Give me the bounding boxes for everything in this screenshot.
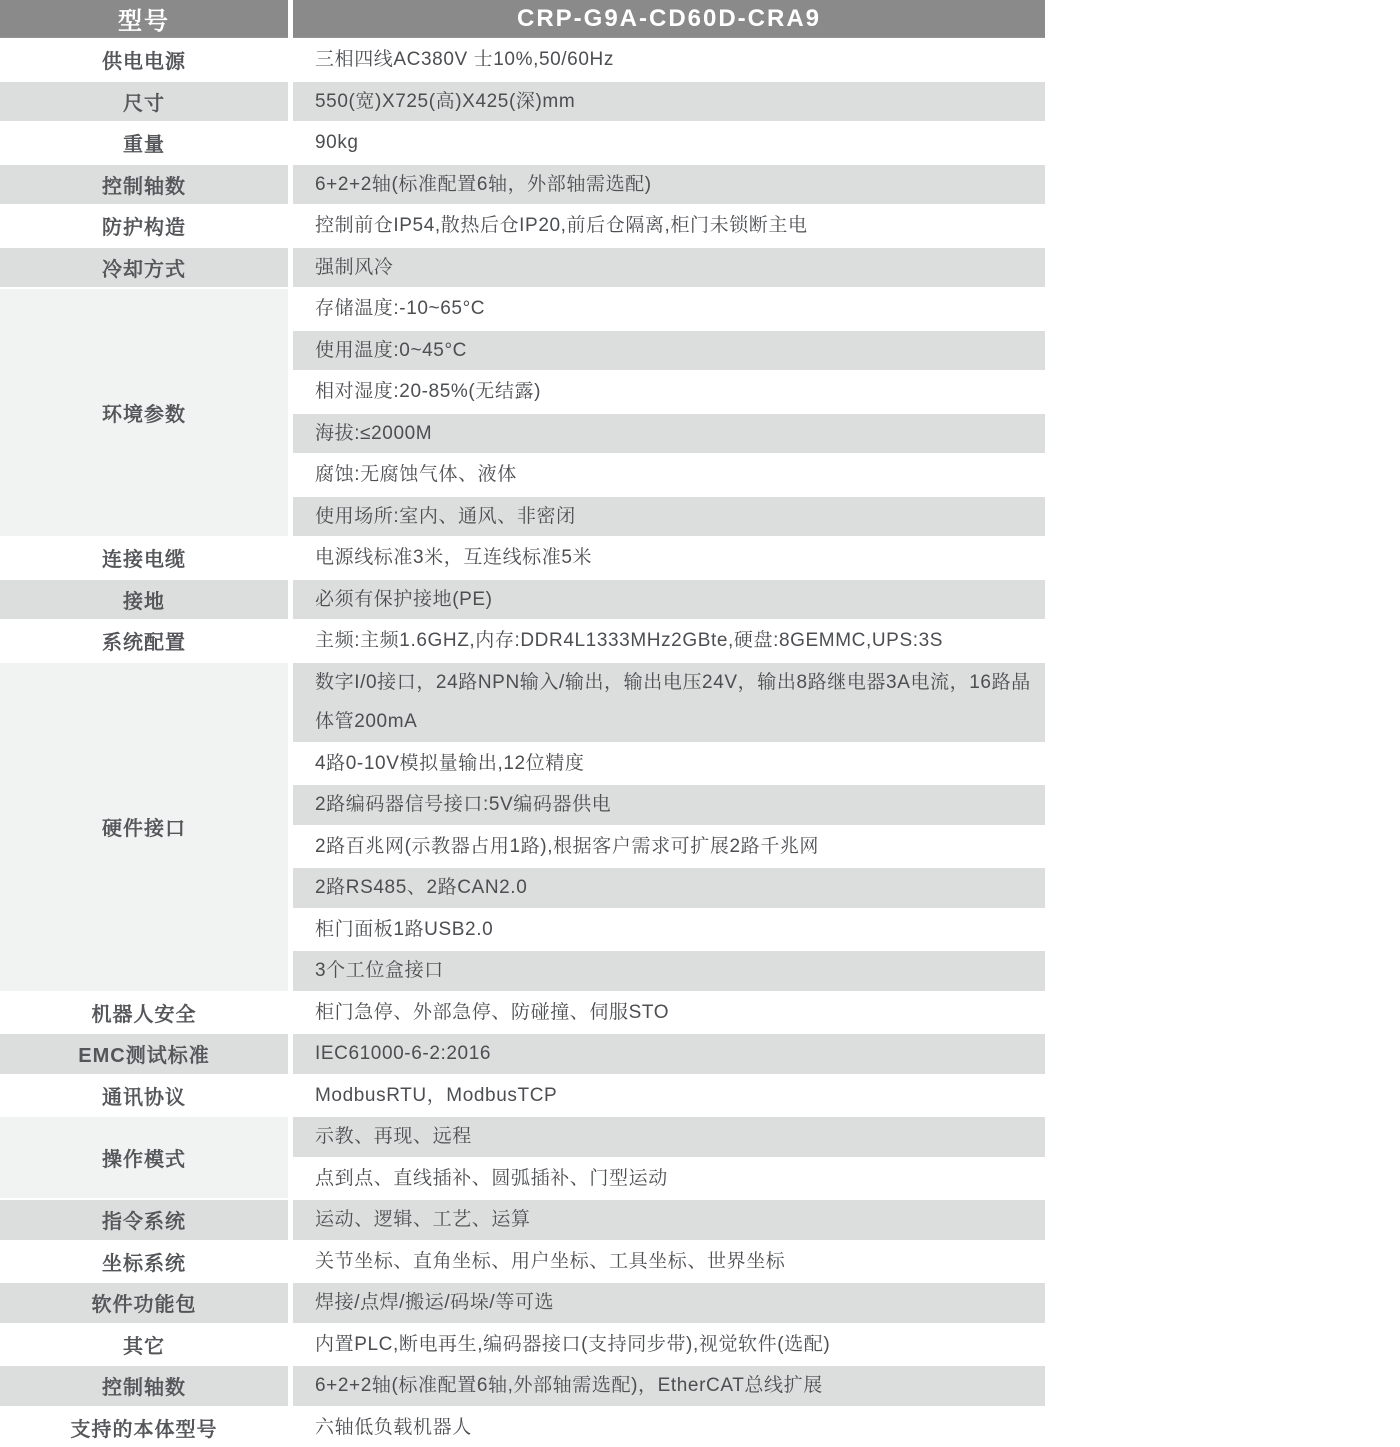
spec-value: 2路RS485、2路CAN2.0 (293, 866, 1045, 908)
spec-value: 柜门急停、外部急停、防碰撞、伺服STO (293, 991, 1045, 1033)
table-row (0, 578, 1045, 620)
table-row (0, 1406, 1045, 1447)
spec-value-group (293, 1406, 1045, 1447)
spec-value-group (293, 80, 1045, 122)
spec-value: 存储温度:-10~65°C (293, 287, 1045, 329)
spec-value: 腐蚀:无腐蚀气体、液体 (293, 453, 1045, 495)
spec-label: 通讯协议 (0, 1074, 288, 1116)
spec-label: 环境参数 (0, 287, 288, 536)
spec-value-group (293, 1198, 1045, 1240)
spec-value: 六轴低负载机器人 (293, 1406, 1045, 1447)
table-row (0, 287, 1045, 536)
spec-label: 控制轴数 (0, 1364, 288, 1406)
spec-value: 电源线标准3米，互连线标准5米 (293, 536, 1045, 578)
spec-label: 控制轴数 (0, 163, 288, 205)
spec-value: 相对湿度:20-85%(无结露) (293, 370, 1045, 412)
spec-value-group (293, 163, 1045, 205)
spec-label: 硬件接口 (0, 661, 288, 991)
spec-value: 必须有保护接地(PE) (293, 578, 1045, 620)
table-row (0, 163, 1045, 205)
spec-value-group (293, 578, 1045, 620)
spec-value: 550(宽)X725(高)X425(深)mm (293, 80, 1045, 122)
spec-label: 软件功能包 (0, 1281, 288, 1323)
spec-label: 操作模式 (0, 1115, 288, 1198)
spec-label: 连接电缆 (0, 536, 288, 578)
spec-value-group (293, 1281, 1045, 1323)
spec-value: 柜门面板1路USB2.0 (293, 908, 1045, 950)
spec-label: 机器人安全 (0, 991, 288, 1033)
table-row (0, 80, 1045, 122)
spec-value: 主频:主频1.6GHZ,内存:DDR4L1333MHz2GBte,硬盘:8GEMMC,UPS:3S (293, 619, 1045, 661)
table-row (0, 536, 1045, 578)
spec-value: 使用温度:0~45°C (293, 329, 1045, 371)
spec-value: 使用场所:室内、通风、非密闭 (293, 495, 1045, 537)
table-header-row (0, 0, 1045, 38)
spec-label: 其它 (0, 1323, 288, 1365)
spec-value: 示教、再现、远程 (293, 1115, 1045, 1157)
spec-label: 供电电源 (0, 38, 288, 80)
spec-value-group (293, 1074, 1045, 1116)
spec-value: 控制前仓IP54,散热后仓IP20,前后仓隔离,柜门未锁断主电 (293, 204, 1045, 246)
spec-value-group (293, 1115, 1045, 1198)
spec-value: 三相四线AC380V 士10%,50/60Hz (293, 38, 1045, 80)
spec-label: 系统配置 (0, 619, 288, 661)
spec-value-group (293, 991, 1045, 1033)
spec-value: ModbusRTU，ModbusTCP (293, 1074, 1045, 1116)
spec-value-group (293, 1240, 1045, 1282)
spec-value: 2路百兆网(示教器占用1路),根据客户需求可扩展2路千兆网 (293, 825, 1045, 867)
model-header-value: CRP-G9A-CD60D-CRA9 (293, 0, 1045, 38)
table-row (0, 121, 1045, 163)
spec-value: 强制风冷 (293, 246, 1045, 288)
table-row (0, 204, 1045, 246)
spec-value-group (293, 1364, 1045, 1406)
table-row (0, 38, 1045, 80)
table-row (0, 1074, 1045, 1116)
spec-value-group (293, 121, 1045, 163)
spec-value: 6+2+2轴(标准配置6轴,外部轴需选配)，EtherCAT总线扩展 (293, 1364, 1045, 1406)
table-row (0, 1364, 1045, 1406)
spec-value: 运动、逻辑、工艺、运算 (293, 1198, 1045, 1240)
table-body (0, 38, 1045, 1447)
spec-label: 接地 (0, 578, 288, 620)
spec-value: 3个工位盒接口 (293, 949, 1045, 991)
table-row (0, 1323, 1045, 1365)
spec-label: EMC测试标准 (0, 1032, 288, 1074)
model-header-label: 型号 (0, 0, 288, 38)
spec-value: 焊接/点焊/搬运/码垛/等可选 (293, 1281, 1045, 1323)
table-row (0, 1240, 1045, 1282)
spec-value: 数字I/0接口，24路NPN输入/输出，输出电压24V，输出8路继电器3A电流，16路晶体管200mA (293, 661, 1045, 742)
spec-label: 尺寸 (0, 80, 288, 122)
spec-label: 防护构造 (0, 204, 288, 246)
spec-value-group (293, 287, 1045, 536)
spec-value: 4路0-10V模拟量输出,12位精度 (293, 742, 1045, 784)
spec-value: 点到点、直线插补、圆弧插补、门型运动 (293, 1157, 1045, 1199)
spec-label: 支持的本体型号 (0, 1406, 288, 1447)
table-row (0, 619, 1045, 661)
spec-value-group (293, 246, 1045, 288)
spec-label: 坐标系统 (0, 1240, 288, 1282)
spec-label: 指令系统 (0, 1198, 288, 1240)
spec-value: 内置PLC,断电再生,编码器接口(支持同步带),视觉软件(选配) (293, 1323, 1045, 1365)
spec-value-group (293, 1323, 1045, 1365)
spec-value-group (293, 536, 1045, 578)
spec-value-group (293, 661, 1045, 991)
table-row (0, 661, 1045, 991)
spec-value-group (293, 619, 1045, 661)
table-row (0, 991, 1045, 1033)
table-row (0, 246, 1045, 288)
spec-value-group (293, 1032, 1045, 1074)
spec-value: 90kg (293, 121, 1045, 163)
spec-value: 6+2+2轴(标准配置6轴，外部轴需选配) (293, 163, 1045, 205)
table-row (0, 1032, 1045, 1074)
spec-value: 海拔:≤2000M (293, 412, 1045, 454)
spec-label: 重量 (0, 121, 288, 163)
table-row (0, 1281, 1045, 1323)
spec-value: 2路编码器信号接口:5V编码器供电 (293, 783, 1045, 825)
spec-value-group (293, 204, 1045, 246)
spec-value: 关节坐标、直角坐标、用户坐标、工具坐标、世界坐标 (293, 1240, 1045, 1282)
table-row (0, 1198, 1045, 1240)
table-row (0, 1115, 1045, 1198)
spec-label: 冷却方式 (0, 246, 288, 288)
spec-value-group (293, 38, 1045, 80)
spec-value: IEC61000-6-2:2016 (293, 1032, 1045, 1074)
